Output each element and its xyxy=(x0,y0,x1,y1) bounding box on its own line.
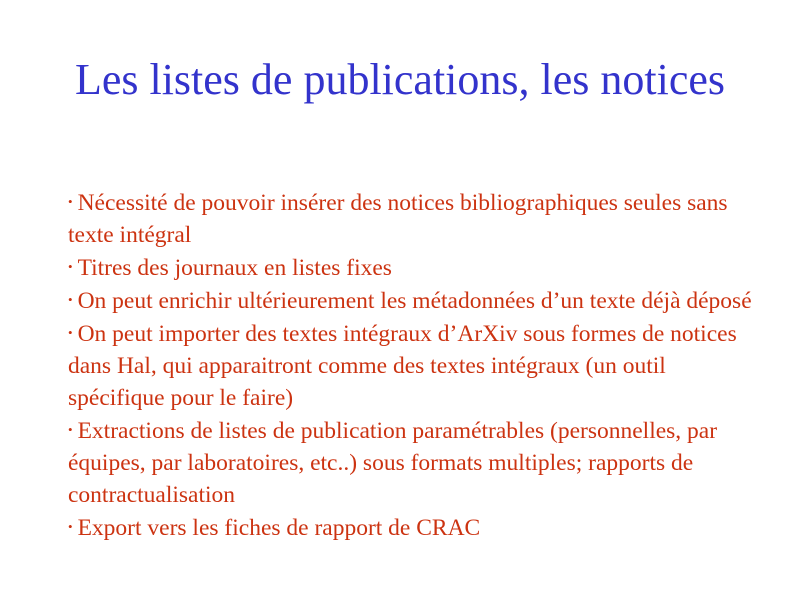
bullet-text: Titres des journaux en listes fixes xyxy=(77,255,392,281)
bullet-item xyxy=(68,186,768,251)
bullet-text: Nécessité de pouvoir insérer des notices bibliographiques seules sans texte intégral xyxy=(68,190,728,248)
bullet-list xyxy=(68,186,768,544)
bullet-text: On peut enrichir ultérieurement les métadonnées d’un texte déjà déposé xyxy=(77,288,752,314)
slide-title: Les listes de publications, les notices xyxy=(74,55,726,104)
bullet-item xyxy=(68,511,768,544)
bullet-item xyxy=(68,284,768,317)
bullet-text: Extractions de listes de publication paramétrables (personnelles, par équipes, par laboratoires, etc..) sous formats multiples; rapports de contractualisation xyxy=(68,418,718,508)
bullet-item xyxy=(68,414,768,511)
bullet-icon: • xyxy=(68,259,73,274)
bullet-item xyxy=(68,317,768,414)
bullet-icon: • xyxy=(68,422,73,437)
bullet-text: Export vers les fiches de rapport de CRAC xyxy=(77,515,481,541)
bullet-item xyxy=(68,251,768,284)
bullet-text: On peut importer des textes intégraux d’ArXiv sous formes de notices dans Hal, qui apparaitront comme des textes intégraux (un outil spécifique pour le faire) xyxy=(68,321,737,411)
bullet-icon: • xyxy=(68,292,73,307)
bullet-icon: • xyxy=(68,194,73,209)
bullet-icon: • xyxy=(68,519,73,534)
bullet-icon: • xyxy=(68,325,73,340)
